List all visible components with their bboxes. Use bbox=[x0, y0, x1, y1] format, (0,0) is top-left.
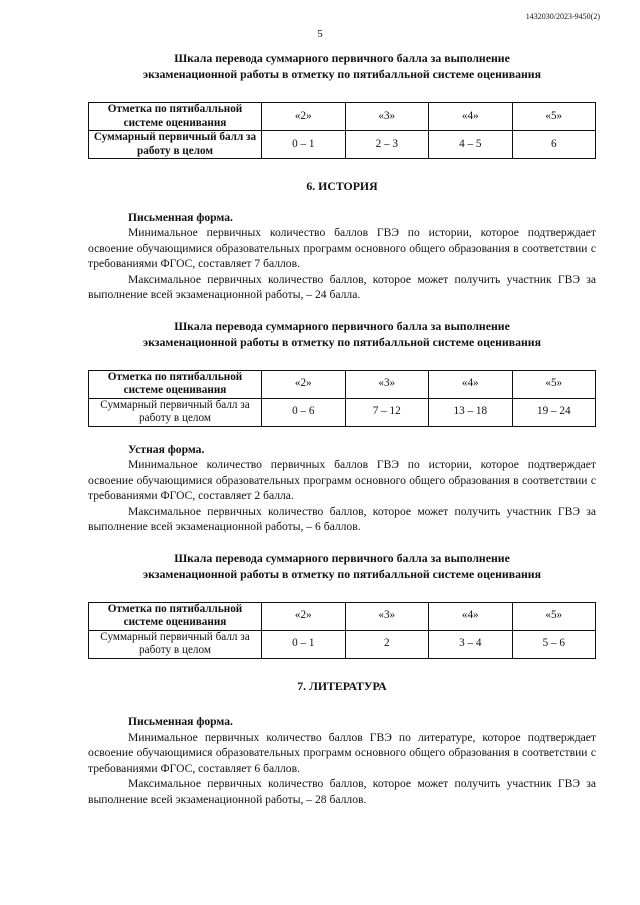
table-row bbox=[89, 131, 596, 159]
scale-title-2 bbox=[88, 318, 596, 350]
grade-cell: «4» bbox=[429, 602, 513, 630]
scale-title-3 bbox=[88, 550, 596, 582]
grade-cell: «2» bbox=[262, 103, 346, 131]
grade-cell: «5» bbox=[512, 103, 596, 131]
scale-title-line2: экзаменационной работы в отметку по пятибалльной системе оценивания bbox=[143, 566, 541, 581]
section-title-history: 6. ИСТОРИЯ bbox=[306, 179, 378, 193]
score-cell: 4 – 5 bbox=[429, 131, 513, 159]
paragraph: Максимальное первичных количество баллов, которое может получить участник ГВЭ за выполнение всей экзаменационной работы, – 6 баллов. bbox=[88, 504, 596, 533]
paragraph: Максимальное первичных количество баллов, которое может получить участник ГВЭ за выполнение всей экзаменационной работы, – 28 баллов. bbox=[88, 777, 596, 806]
score-cell: 13 – 18 bbox=[429, 398, 513, 426]
score-cell: 5 – 6 bbox=[512, 630, 596, 658]
paragraph: Минимальное первичных количество баллов ГВЭ по литературе, которое подтверждает освоение обучающимися образовательных программ основного общего образования в соответствии с требованиями ФГОС, составляет 6 баллов. bbox=[88, 730, 596, 775]
score-cell: 0 – 1 bbox=[262, 630, 346, 658]
grade-cell: «3» bbox=[345, 103, 429, 131]
paragraph: Минимальное первичных количество баллов ГВЭ по истории, которое подтверждает освоение обучающимися образовательных программ основного общего образования в соответствии с требованиями ФГОС, составляет 7 баллов. bbox=[88, 226, 596, 270]
subheading-written: Письменная форма. bbox=[128, 210, 233, 224]
table-row bbox=[89, 370, 596, 398]
grade-cell: «5» bbox=[512, 602, 596, 630]
grade-cell: «3» bbox=[345, 602, 429, 630]
score-cell: 6 bbox=[512, 131, 596, 159]
score-cell: 2 – 3 bbox=[345, 131, 429, 159]
page-number: 5 bbox=[317, 28, 323, 40]
score-cell: 2 bbox=[345, 630, 429, 658]
scale-title-line2: экзаменационной работы в отметку по пятибалльной системе оценивания bbox=[143, 67, 541, 81]
table-row bbox=[89, 398, 596, 426]
scale-title-1 bbox=[88, 50, 596, 82]
score-cell: 0 – 6 bbox=[262, 398, 346, 426]
scale-table-2 bbox=[88, 370, 596, 427]
scale-title-line1: Шкала перевода суммарного первичного балла за выполнение bbox=[174, 550, 510, 565]
score-row-label: Суммарный первичный балл за работу в целом bbox=[89, 630, 262, 658]
score-cell: 19 – 24 bbox=[512, 398, 596, 426]
grade-cell: «3» bbox=[345, 370, 429, 398]
subheading-written: Письменная форма. bbox=[128, 715, 233, 728]
scale-title-line1: Шкала перевода суммарного первичного балла за выполнение bbox=[174, 51, 510, 65]
grade-row-label: Отметка по пятибалльной системе оценивания bbox=[89, 103, 262, 131]
subheading-oral: Устная форма. bbox=[128, 442, 205, 456]
scale-table-1 bbox=[88, 102, 596, 159]
table-row bbox=[89, 602, 596, 630]
paragraph: Максимальное первичных количество баллов, которое может получить участник ГВЭ за выполнение всей экзаменационной работы, – 24 балла. bbox=[88, 272, 596, 301]
table-row bbox=[89, 630, 596, 658]
grade-cell: «2» bbox=[262, 370, 346, 398]
score-row-label: Суммарный первичный балл за работу в целом bbox=[89, 131, 262, 159]
paragraph: Минимальное количество первичных баллов ГВЭ по истории, которое подтверждает освоение обучающимися образовательных программ основного общего образования в соответствии с требованиями ФГОС, составляет 2 балла. bbox=[88, 458, 596, 502]
score-cell: 7 – 12 bbox=[345, 398, 429, 426]
document-number: 1432030/2023-9450(2) bbox=[525, 12, 600, 21]
grade-cell: «2» bbox=[262, 602, 346, 630]
grade-cell: «5» bbox=[512, 370, 596, 398]
score-cell: 3 – 4 bbox=[429, 630, 513, 658]
scale-table-3 bbox=[88, 602, 596, 659]
section-title-literature: 7. ЛИТЕРАТУРА bbox=[297, 678, 387, 693]
grade-cell: «4» bbox=[429, 103, 513, 131]
scale-title-line2: экзаменационной работы в отметку по пятибалльной системе оценивания bbox=[143, 334, 541, 349]
grade-row-label: Отметка по пятибалльной системе оценивания bbox=[89, 602, 262, 630]
scale-title-line1: Шкала перевода суммарного первичного балла за выполнение bbox=[174, 318, 510, 333]
score-row-label: Суммарный первичный балл за работу в целом bbox=[89, 398, 262, 426]
table-row bbox=[89, 103, 596, 131]
grade-cell: «4» bbox=[429, 370, 513, 398]
grade-row-label: Отметка по пятибалльной системе оценивания bbox=[89, 370, 262, 398]
page-content bbox=[88, 50, 596, 807]
score-cell: 0 – 1 bbox=[262, 131, 346, 159]
